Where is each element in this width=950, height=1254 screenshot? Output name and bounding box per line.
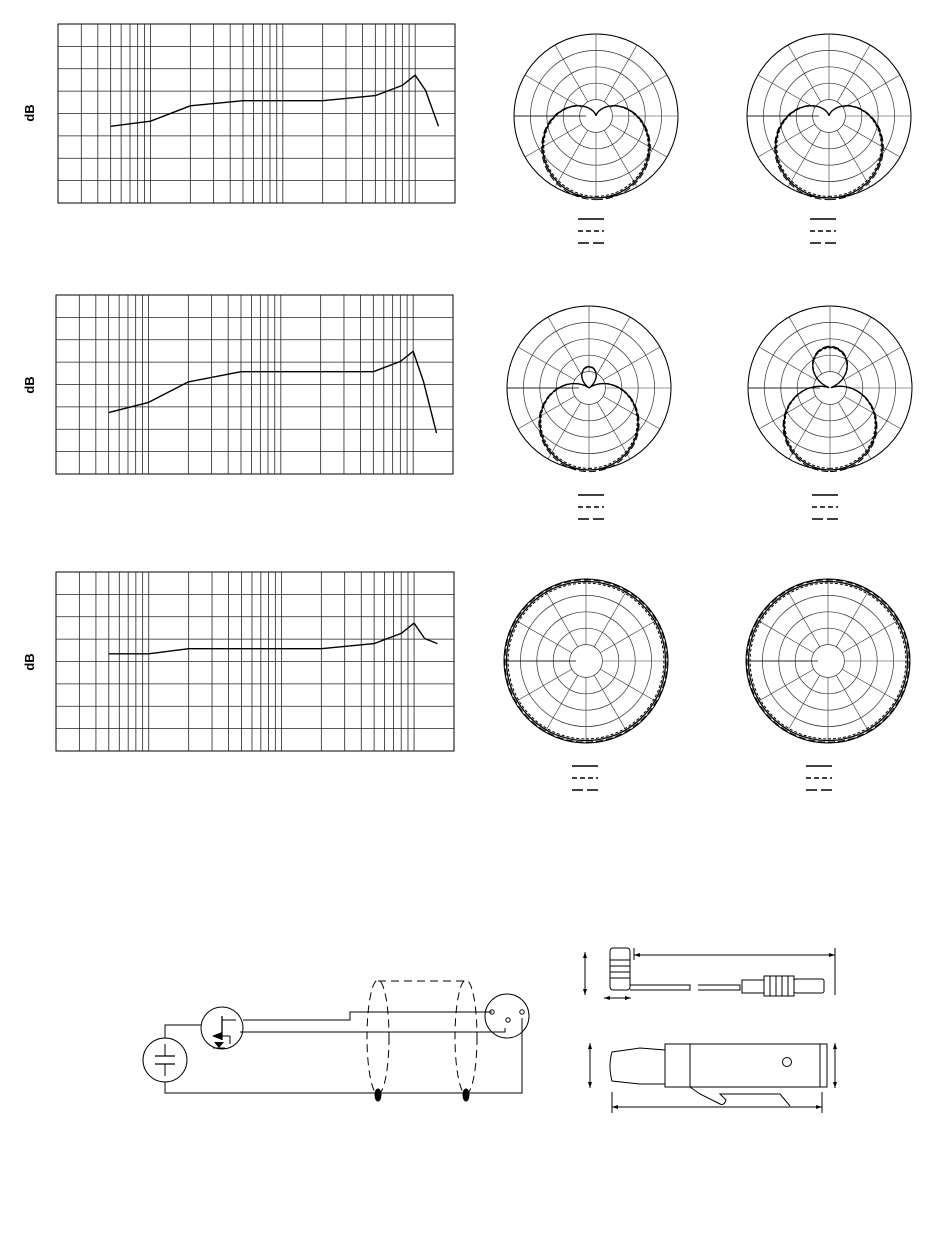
polar-spoke [842,620,899,653]
polar-pattern-1 [514,34,678,200]
polar-spoke [545,675,578,732]
polar-spoke [837,130,870,187]
polar-spoke [600,669,657,702]
polar-pattern-5 [504,579,668,743]
polar-spoke [525,124,582,157]
polar-spoke [604,45,637,102]
belt-clip [690,1087,790,1106]
polar-pattern-4 [748,306,912,472]
right-angle-connector [610,948,630,990]
polar-spoke [788,130,821,187]
response-curve [109,351,437,433]
polar-spoke [838,317,871,374]
polar-spoke [515,669,572,702]
polar-spoke [844,347,901,380]
polar-spoke [555,45,588,102]
wiring-diagram [143,980,529,1101]
polar-spoke [836,590,869,647]
polar-spoke [787,675,820,732]
response-curve [111,75,439,126]
transmitter-body [610,1048,665,1084]
polar-spoke [844,396,901,429]
polar-spoke [555,130,588,187]
cable-shield-left [367,980,389,1094]
polar-spoke [843,75,900,108]
polar-spoke [610,124,667,157]
polar-spoke [789,317,822,374]
polar-spoke [757,669,814,702]
polar-pattern-6 [746,579,910,743]
polar-spoke [600,620,657,653]
polar-pattern-3 [507,306,671,472]
xlr-connector [485,994,529,1038]
cable-shield-right [455,980,477,1094]
polar-pattern-2 [747,34,911,200]
polar-spoke [597,317,630,374]
polar-spoke [758,124,815,157]
polar-spoke [759,347,816,380]
db-axis-label-3: dB [22,653,37,671]
polar-spoke [604,130,637,187]
db-axis-label-1: dB [22,104,37,122]
polar-spoke [758,75,815,108]
polar-spoke [518,347,575,380]
polar-spoke [757,620,814,653]
polar-spoke [594,590,627,647]
polar-spoke [597,402,630,459]
ta4f-plug [742,980,764,993]
polar-legends [572,219,838,790]
polar-spoke [842,669,899,702]
polar-spoke [610,75,667,108]
polar-spoke [787,590,820,647]
polar-spoke [545,590,578,647]
polar-spoke [759,396,816,429]
frequency-response-chart-1 [58,24,455,203]
polar-spoke [515,620,572,653]
polar-spoke [837,45,870,102]
response-curve [109,623,438,654]
polar-spoke [603,347,660,380]
frequency-response-chart-3 [56,572,454,751]
polar-spoke [594,675,627,732]
frequency-response-chart-2 [56,295,453,474]
polar-spoke [836,675,869,732]
dimension-drawing [583,948,837,1113]
db-axis-label-2: dB [22,376,37,394]
polar-spoke [525,75,582,108]
polar-spoke [788,45,821,102]
polar-spoke [548,402,581,459]
polar-spoke [843,124,900,157]
polar-spoke [548,317,581,374]
